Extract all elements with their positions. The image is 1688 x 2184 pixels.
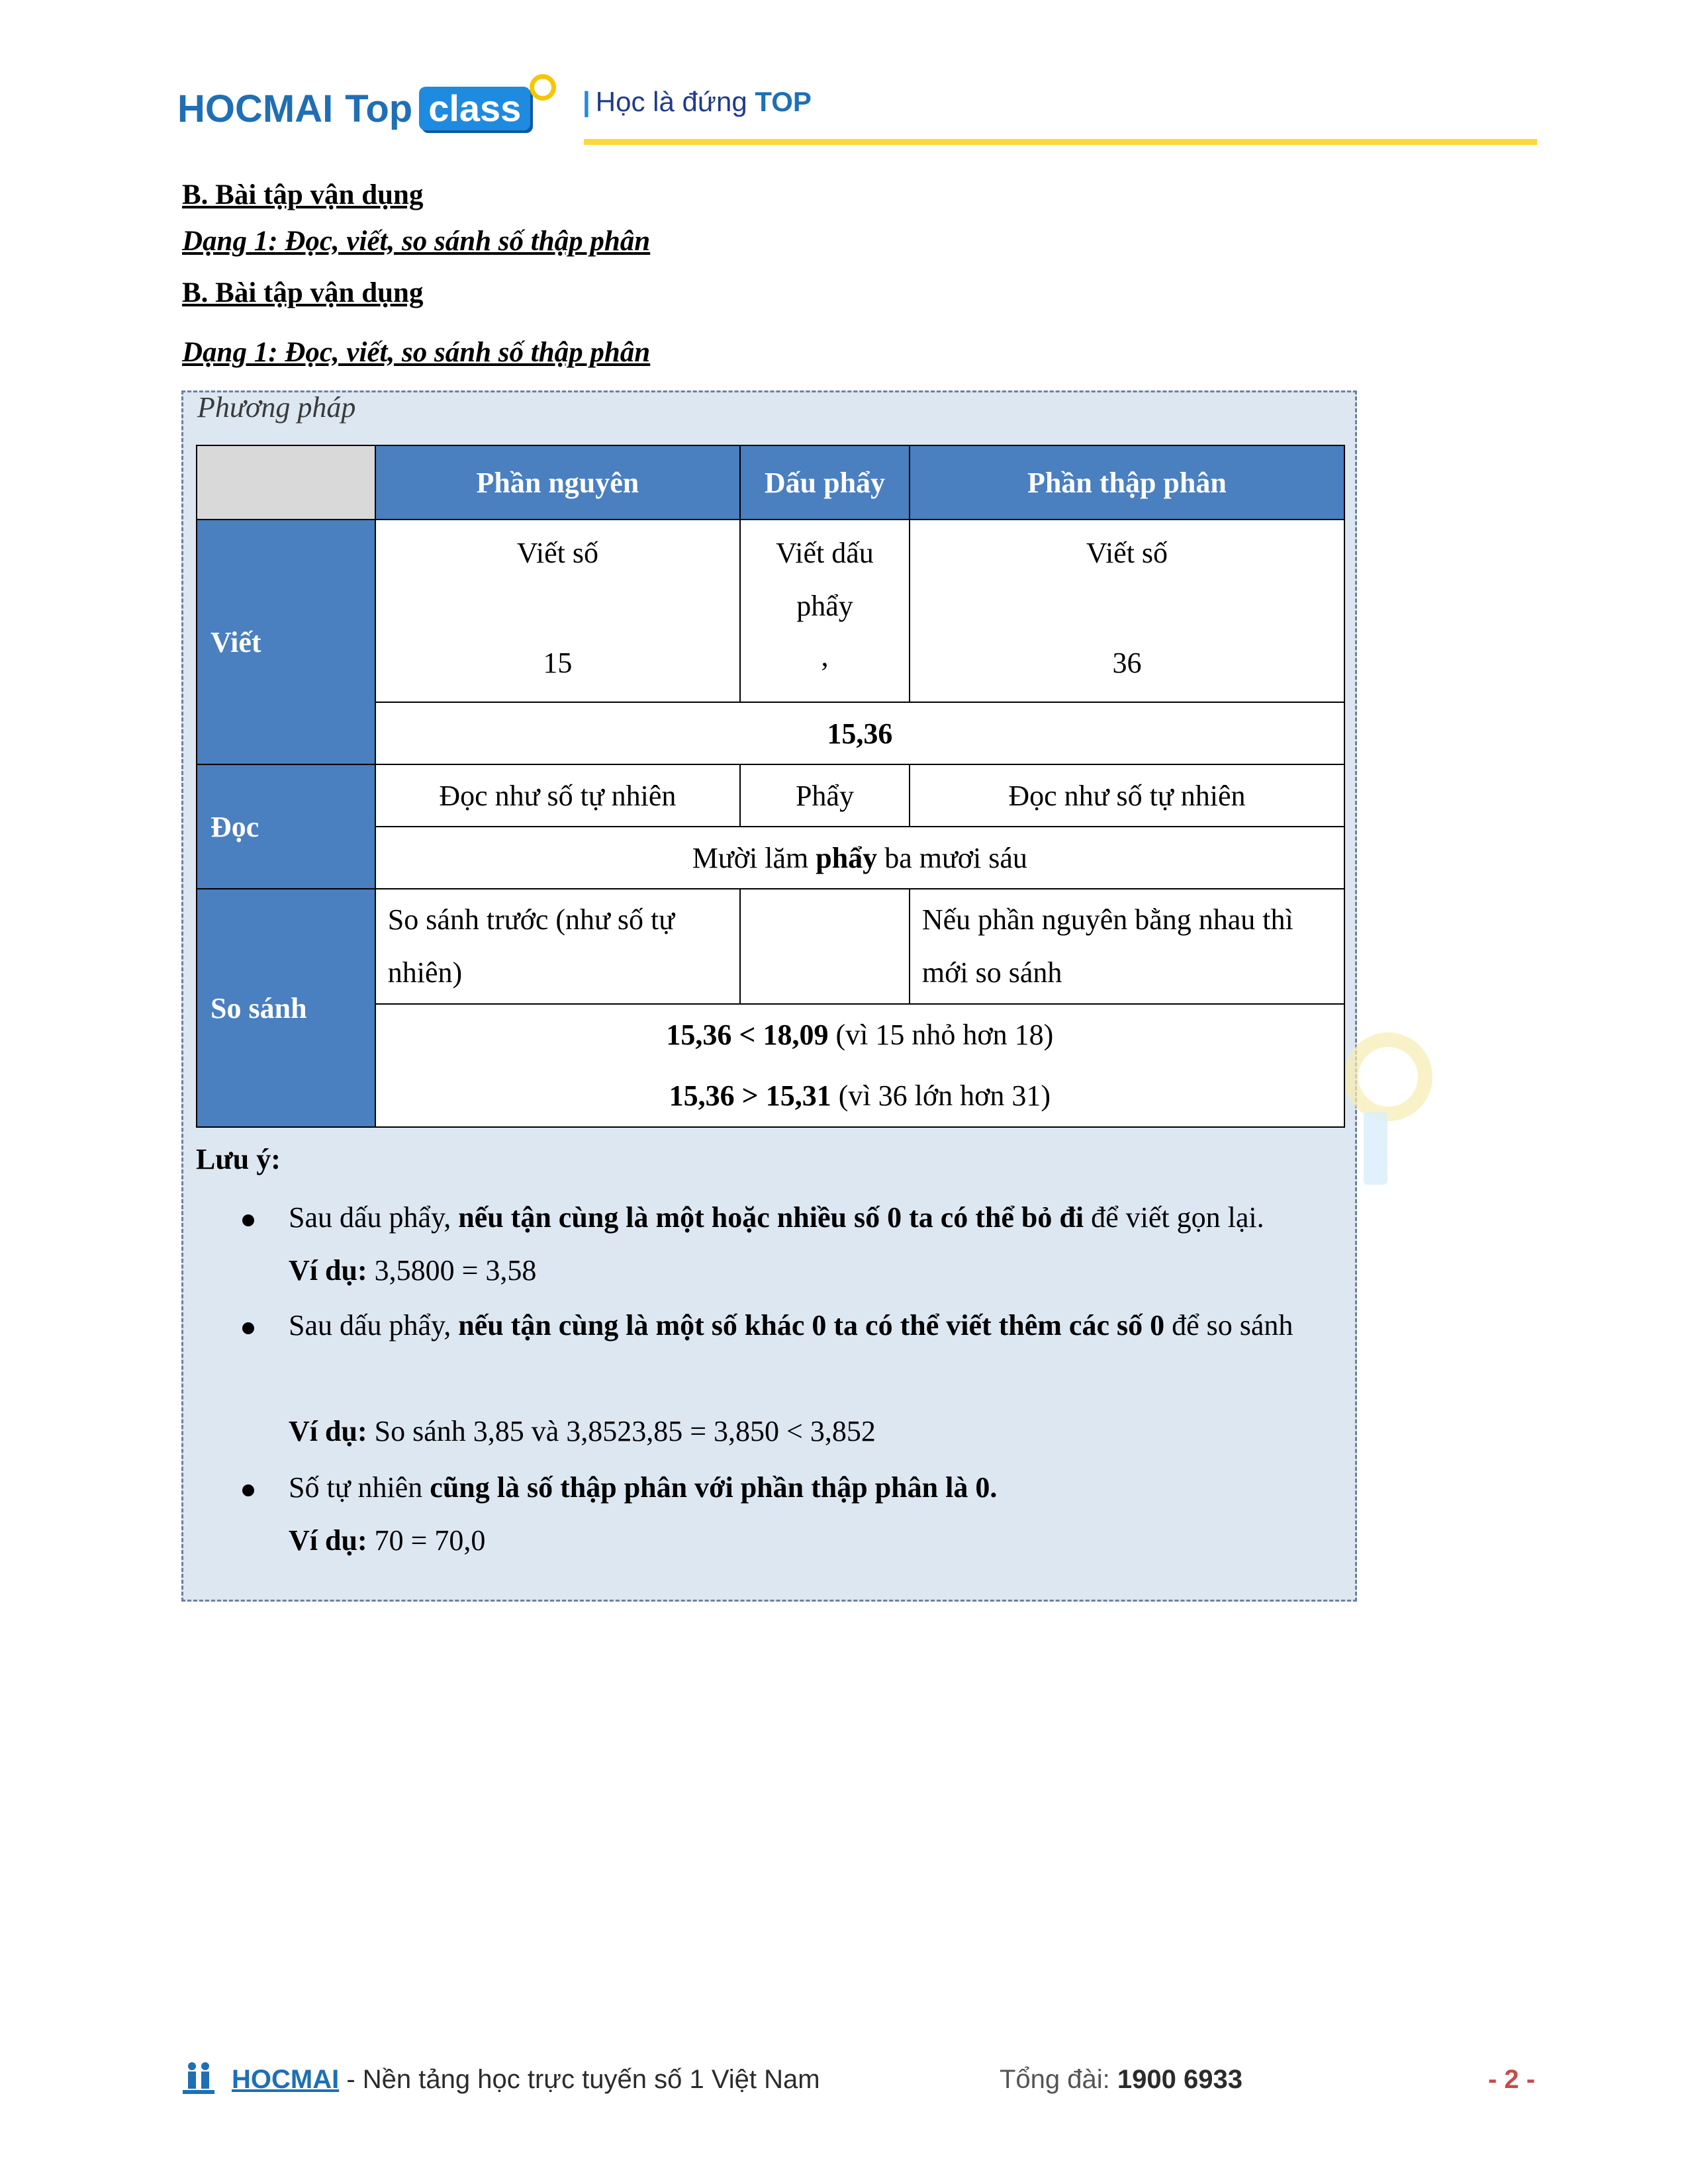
hotline-number: 1900 6933: [1117, 2065, 1243, 2094]
gear-icon: [530, 74, 556, 101]
hocmai-footer-icon: [180, 2060, 220, 2097]
cell-value: ,: [821, 640, 829, 672]
bullet-icon: [242, 1214, 254, 1226]
note-text: để viết gọn lại.: [1091, 1201, 1264, 1234]
note-text: Sau dấu phẩy,: [289, 1201, 451, 1234]
logo-hocmai-text: HOCMAI: [177, 87, 334, 130]
bullet-icon: [242, 1484, 254, 1496]
example-label: Ví dụ:: [289, 1524, 367, 1557]
note-text: để so sánh: [1172, 1309, 1293, 1342]
col-header: Phần nguyên: [375, 445, 740, 520]
row-label-viet: Viết: [197, 520, 375, 764]
example-text: 70 = 70,0: [374, 1524, 486, 1557]
col-header: Phần thập phân: [910, 445, 1344, 520]
cell-value: 15: [543, 647, 573, 679]
note-bold: nếu tận cùng là một hoặc nhiều số 0 ta có thể bỏ đi: [458, 1201, 1084, 1234]
table-cell: [910, 520, 1344, 702]
table-cell: [740, 889, 910, 1004]
method-label: Phương pháp: [197, 391, 356, 424]
watermark-gear-icon: [1344, 1032, 1432, 1121]
cell-text: Viết số: [516, 537, 598, 569]
cell-value: 36: [1112, 647, 1142, 679]
note-example: [289, 1514, 485, 1567]
table-cell: Nếu phần nguyên bằng nhau thì mới so sánh: [910, 889, 1344, 1004]
notes-title: Lưu ý:: [196, 1143, 281, 1175]
footer-slogan: - Nền tảng học trực tuyến số 1 Việt Nam: [339, 2065, 820, 2094]
method-table: [196, 445, 1345, 1128]
compare-rest: (vì 36 lớn hơn 31): [838, 1079, 1051, 1112]
tagline-emph: TOP: [755, 86, 812, 117]
compare-rest: (vì 15 nhỏ hơn 18): [835, 1019, 1054, 1051]
example-label: Ví dụ:: [289, 1415, 367, 1447]
hotline-label: Tổng đài:: [1000, 2065, 1117, 2094]
footer-hotline: [1000, 2065, 1243, 2095]
note-text: Số tự nhiên: [289, 1471, 423, 1504]
note-bold: cũng là số thập phân với phần thập phân là 0.: [430, 1471, 998, 1504]
section-heading: B. Bài tập vận dụng: [182, 179, 424, 210]
note-example: [289, 1244, 536, 1297]
result-cell: [375, 1004, 1344, 1127]
logo-class-text: class: [419, 87, 530, 130]
tagline-prefix: Học là đứng: [595, 86, 747, 117]
note-item: [289, 1191, 1341, 1244]
hocmai-topclass-logo: [177, 85, 530, 132]
row-label-doc: Đọc: [197, 764, 375, 889]
compare-example: [388, 1005, 1332, 1066]
example-text: So sánh 3,85 và 3,8523,85 = 3,850 < 3,852: [374, 1415, 876, 1447]
table-corner: [197, 445, 375, 520]
cell-text: Viết dấu phẩy: [776, 537, 874, 622]
result-cell: [375, 827, 1344, 889]
note-text: Sau dấu phẩy,: [289, 1309, 451, 1342]
bullet-icon: [242, 1322, 254, 1334]
section-heading: B. Bài tập vận dụng: [182, 277, 424, 308]
table-cell: So sánh trước (như số tự nhiên): [375, 889, 740, 1004]
compare-bold: 15,36 < 18,09: [666, 1019, 829, 1051]
table-cell: Đọc như số tự nhiên: [375, 764, 740, 827]
subsection-heading: Dạng 1: Đọc, viết, so sánh số thập phân: [182, 337, 651, 368]
note-bold: nếu tận cùng là một số khác 0 ta có thể viết thêm các số 0: [458, 1309, 1165, 1342]
footer-left: [232, 2065, 820, 2095]
cell-text: Viết số: [1086, 537, 1168, 569]
read-text: Mười lăm: [692, 841, 809, 874]
example-text: 3,5800 = 3,58: [374, 1254, 537, 1287]
header-tagline: | Học là đứng TOP: [583, 86, 812, 117]
footer-brand-link[interactable]: HOCMAI: [232, 2065, 340, 2094]
note-example: [289, 1405, 876, 1458]
watermark-shape: [1364, 1112, 1387, 1185]
note-item: [289, 1299, 1321, 1352]
compare-bold: 15,36 > 15,31: [669, 1079, 831, 1112]
read-text: ba mươi sáu: [884, 841, 1027, 874]
example-label: Ví dụ:: [289, 1254, 367, 1287]
col-header: Dấu phẩy: [740, 445, 910, 520]
logo-top-text: Top: [345, 87, 413, 130]
table-cell: Đọc như số tự nhiên: [910, 764, 1344, 827]
row-label-sosanh: So sánh: [197, 889, 375, 1127]
page-number: - 2 -: [1488, 2065, 1536, 2094]
result-cell: 15,36: [375, 702, 1344, 764]
subsection-heading: Dạng 1: Đọc, viết, so sánh số thập phân: [182, 226, 651, 257]
compare-example: [388, 1066, 1332, 1126]
table-cell: Phẩy: [740, 764, 910, 827]
table-cell: [375, 520, 740, 702]
read-text-bold: phẩy: [816, 841, 878, 874]
header-divider: [584, 139, 1537, 145]
table-cell: [740, 520, 910, 702]
note-item: [289, 1461, 1341, 1514]
